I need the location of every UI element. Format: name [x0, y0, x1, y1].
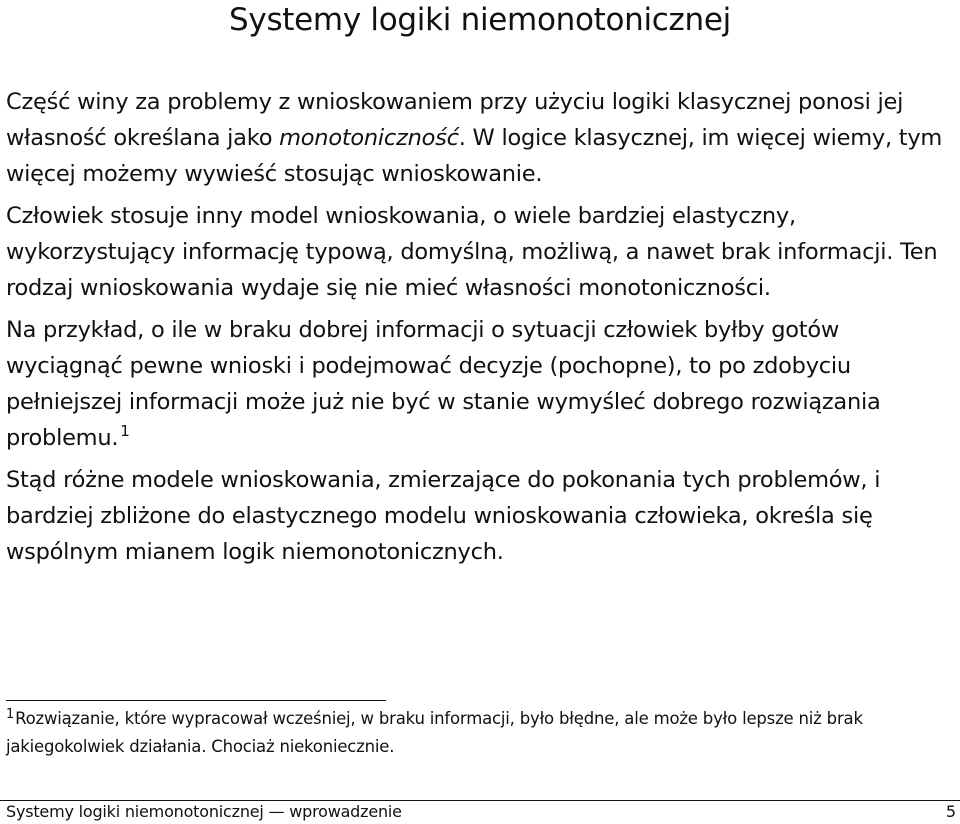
- paragraph-monotonicity: [6, 84, 954, 192]
- paragraph-human-reasoning: Człowiek stosuje inny model wnioskowania, o wiele bardziej elastyczny, wykorzystujący informację typową, domyślną, możliwą, a nawet brak informacji. Ten rodzaj wnioskowania wydaje się nie mieć własności monotoniczności.: [6, 203, 938, 301]
- footnote: [6, 705, 958, 761]
- paragraph-conclusion: Stąd różne modele wnioskowania, zmierzające do pokonania tych problemów, i bardziej zbliżone do elastycznego modelu wnioskowania człowieka, określa się wspólnym mianem logik niemonotonicznych.: [6, 467, 881, 565]
- footnote-reference: 1: [120, 422, 130, 440]
- paragraph-example-text: Na przykład, o ile w braku dobrej informacji o sytuacji człowiek byłby gotów wyciągnąć pewne wnioski i podejmować decyzje (pochopne), to po zdobyciu pełniejszej informacji może już nie być w stanie wymyśleć dobrego rozwiązania problemu.: [6, 317, 881, 451]
- footnote-divider: [6, 700, 386, 701]
- footnote-text: Rozwiązanie, które wypracował wcześniej, w braku informacji, było błędne, ale może było lepsze niż brak jakiegokolwiek działania. Chociaż niekoniecznie.: [6, 709, 863, 756]
- page-number: 5: [945, 802, 956, 821]
- slide-body: [6, 84, 954, 576]
- emphasized-term: monotoniczność: [279, 125, 459, 151]
- slide-title: Systemy logiki niemonotonicznej: [229, 2, 731, 38]
- footnote-number: 1: [6, 707, 15, 722]
- footer-label: Systemy logiki niemonotonicznej — wprowadzenie: [6, 802, 402, 821]
- paragraph-example: [6, 312, 954, 456]
- paragraph-monotonicity-text-start: Część winy za problemy z wnioskowaniem przy użyciu logiki klasycznej ponosi jej własność określana jako: [6, 89, 904, 151]
- paragraph-monotonicity-text-end: . W logice klasycznej, im więcej wiemy, tym więcej możemy wywieść stosując wnioskowanie.: [6, 125, 943, 187]
